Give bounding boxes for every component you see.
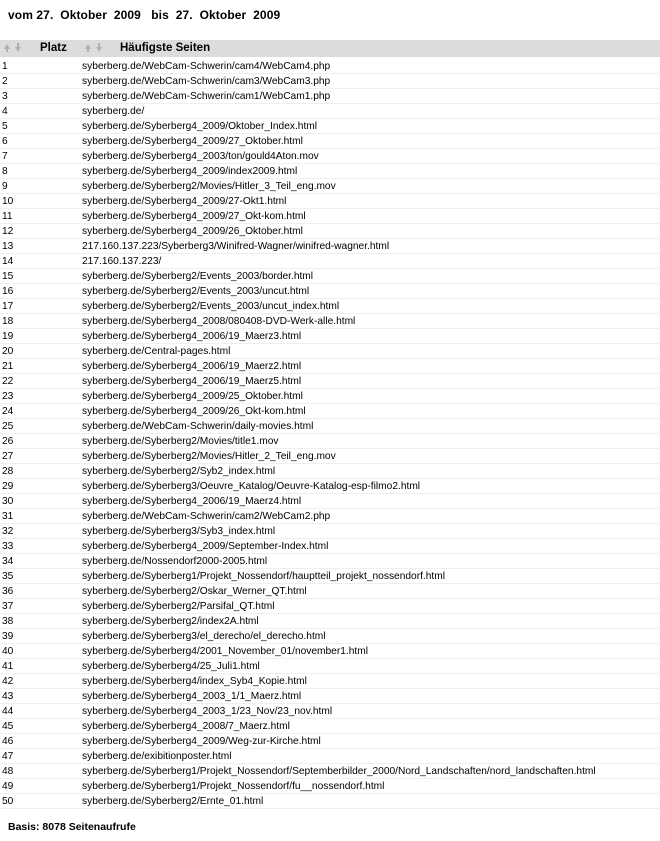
rank-cell: 8 (2, 166, 8, 177)
rank-cell: 48 (2, 766, 14, 777)
table-row (0, 299, 660, 314)
page-url-cell: syberberg.de/Syberberg4_2009/September-Index.html (82, 541, 329, 552)
page-url-cell: syberberg.de/Syberberg2/Ernte_01.html (82, 796, 264, 807)
page-url-cell: syberberg.de/Syberberg1/Projekt_Nossendorf/hauptteil_projekt_nossendorf.html (82, 571, 445, 582)
rank-cell: 44 (2, 706, 14, 717)
rank-cell: 43 (2, 691, 14, 702)
column-header-pages: Häufigste Seiten (120, 42, 211, 54)
table-row (0, 134, 660, 149)
page-url-cell: syberberg.de/Syberberg4_2003_1/1_Maerz.html (82, 691, 302, 702)
page-url-cell: syberberg.de/Central-pages.html (82, 346, 231, 357)
page-url-cell: syberberg.de/Syberberg4_2006/19_Maerz4.html (82, 496, 302, 507)
platz-sort-controls (2, 42, 23, 53)
rank-cell: 6 (2, 136, 8, 147)
table-row (0, 239, 660, 254)
rank-cell: 24 (2, 406, 14, 417)
table-row (0, 329, 660, 344)
sort-descending-icon[interactable] (94, 42, 104, 53)
rank-cell: 18 (2, 316, 14, 327)
rank-cell: 46 (2, 736, 14, 747)
page-url-cell: syberberg.de/Syberberg2/Movies/Hitler_3_Teil_eng.mov (82, 181, 336, 192)
page-url-cell: syberberg.de/Syberberg2/Movies/title1.mov (82, 436, 279, 447)
rank-cell: 40 (2, 646, 14, 657)
rank-cell: 5 (2, 121, 8, 132)
page-url-cell: 217.160.137.223/ (82, 256, 162, 267)
rank-cell: 2 (2, 76, 8, 87)
table-row (0, 89, 660, 104)
rank-cell: 34 (2, 556, 14, 567)
table-row (0, 584, 660, 599)
rank-cell: 39 (2, 631, 14, 642)
rank-cell: 30 (2, 496, 14, 507)
table-row (0, 554, 660, 569)
page-url-cell: syberberg.de/WebCam-Schwerin/cam4/WebCam4.php (82, 61, 331, 72)
table-row (0, 659, 660, 674)
table-row (0, 374, 660, 389)
page-url-cell: syberberg.de/Syberberg4/2001_November_01/november1.html (82, 646, 368, 657)
rank-cell: 23 (2, 391, 14, 402)
rank-cell: 19 (2, 331, 14, 342)
page-url-cell: syberberg.de/WebCam-Schwerin/cam2/WebCam2.php (82, 511, 331, 522)
page-url-cell: syberberg.de/Syberberg4_2006/19_Maerz3.html (82, 331, 302, 342)
page-url-cell: syberberg.de/Syberberg2/Events_2003/uncut_index.html (82, 301, 340, 312)
table-row (0, 524, 660, 539)
rank-cell: 47 (2, 751, 14, 762)
sort-ascending-icon[interactable] (2, 42, 12, 53)
rank-cell: 28 (2, 466, 14, 477)
page-url-cell: syberberg.de/WebCam-Schwerin/cam3/WebCam3.php (82, 76, 331, 87)
page-url-cell: syberberg.de/Syberberg4_2009/27_Oktober.html (82, 136, 303, 147)
rank-cell: 49 (2, 781, 14, 792)
page-url-cell: syberberg.de/Syberberg4_2003_1/23_Nov/23_nov.html (82, 706, 333, 717)
page-url-cell: syberberg.de/Syberberg2/Syb2_index.html (82, 466, 276, 477)
rank-cell: 7 (2, 151, 8, 162)
page-url-cell: syberberg.de/Syberberg4/index_Syb4_Kopie.html (82, 676, 307, 687)
table-row (0, 224, 660, 239)
rank-cell: 16 (2, 286, 14, 297)
page-url-cell: syberberg.de/Syberberg4_2009/index2009.html (82, 166, 298, 177)
rank-cell: 33 (2, 541, 14, 552)
rank-cell: 41 (2, 661, 14, 672)
page-url-cell: syberberg.de/Syberberg4/25_Juli1.html (82, 661, 260, 672)
table-row (0, 434, 660, 449)
rank-cell: 12 (2, 226, 14, 237)
table-row (0, 149, 660, 164)
page-url-cell: syberberg.de/Syberberg2/Oskar_Werner_QT.html (82, 586, 307, 597)
top-pages-table (0, 40, 660, 809)
rank-cell: 10 (2, 196, 14, 207)
table-row (0, 674, 660, 689)
table-row (0, 269, 660, 284)
table-row (0, 194, 660, 209)
table-row (0, 164, 660, 179)
rank-cell: 21 (2, 361, 14, 372)
rank-cell: 32 (2, 526, 14, 537)
table-row (0, 569, 660, 584)
table-row (0, 74, 660, 89)
page-url-cell: syberberg.de/Nossendorf2000-2005.html (82, 556, 268, 567)
page-url-cell: syberberg.de/Syberberg4_2009/26_Oktober.html (82, 226, 303, 237)
page-url-cell: syberberg.de/Syberberg4_2009/Oktober_Index.html (82, 121, 318, 132)
table-row (0, 644, 660, 659)
rank-cell: 35 (2, 571, 14, 582)
table-row (0, 179, 660, 194)
table-row (0, 449, 660, 464)
table-row (0, 749, 660, 764)
table-row (0, 359, 660, 374)
sort-ascending-icon[interactable] (83, 42, 93, 53)
rank-cell: 3 (2, 91, 8, 102)
page-url-cell: syberberg.de/Syberberg4_2009/27-Okt1.html (82, 196, 287, 207)
rank-cell: 1 (2, 61, 8, 72)
page-url-cell: syberberg.de/WebCam-Schwerin/daily-movies.html (82, 421, 314, 432)
rank-cell: 29 (2, 481, 14, 492)
table-row (0, 794, 660, 809)
rank-cell: 31 (2, 511, 14, 522)
table-row (0, 209, 660, 224)
page-url-cell: syberberg.de/ (82, 106, 145, 117)
table-body (0, 59, 660, 809)
table-header (0, 40, 660, 57)
rank-cell: 14 (2, 256, 14, 267)
rank-cell: 25 (2, 421, 14, 432)
page-url-cell: syberberg.de/Syberberg2/Events_2003/border.html (82, 271, 314, 282)
table-row (0, 314, 660, 329)
table-row (0, 719, 660, 734)
table-row (0, 464, 660, 479)
page-url-cell: syberberg.de/Syberberg2/Parsifal_QT.html (82, 601, 275, 612)
page-url-cell: syberberg.de/Syberberg1/Projekt_Nossendorf/Septemberbilder_2000/Nord_Landschaften/nord_landschaften.html (82, 766, 596, 777)
table-row (0, 614, 660, 629)
table-row (0, 689, 660, 704)
rank-cell: 9 (2, 181, 8, 192)
rank-cell: 45 (2, 721, 14, 732)
page-url-cell: syberberg.de/Syberberg4_2008/7_Maerz.html (82, 721, 290, 732)
table-row (0, 479, 660, 494)
page-url-cell: syberberg.de/Syberberg3/el_derecho/el_derecho.html (82, 631, 326, 642)
table-row (0, 59, 660, 74)
rank-cell: 20 (2, 346, 14, 357)
report-date-range: vom 27. Oktober 2009 bis 27. Oktober 2009 (8, 8, 281, 22)
rank-cell: 4 (2, 106, 8, 117)
rank-cell: 17 (2, 301, 14, 312)
rank-cell: 38 (2, 616, 14, 627)
column-header-platz: Platz (40, 42, 67, 54)
page-url-cell: syberberg.de/Syberberg4_2008/080408-DVD-Werk-alle.html (82, 316, 356, 327)
table-row (0, 389, 660, 404)
rank-cell: 27 (2, 451, 14, 462)
page-url-cell: syberberg.de/Syberberg4_2009/26_Okt-kom.html (82, 406, 306, 417)
page-url-cell: syberberg.de/Syberberg1/Projekt_Nossendorf/fu__nossendorf.html (82, 781, 385, 792)
table-row (0, 509, 660, 524)
table-row (0, 734, 660, 749)
table-row (0, 254, 660, 269)
rank-cell: 36 (2, 586, 14, 597)
rank-cell: 22 (2, 376, 14, 387)
page-url-cell: syberberg.de/WebCam-Schwerin/cam1/WebCam1.php (82, 91, 331, 102)
table-row (0, 764, 660, 779)
page-url-cell: syberberg.de/Syberberg4_2009/25_Oktober.html (82, 391, 303, 402)
basis-total: Basis: 8078 Seitenaufrufe (8, 821, 136, 833)
page-url-cell: syberberg.de/Syberberg4_2006/19_Maerz5.html (82, 376, 302, 387)
table-row (0, 629, 660, 644)
table-row (0, 119, 660, 134)
page-url-cell: syberberg.de/Syberberg4_2009/Weg-zur-Kirche.html (82, 736, 321, 747)
rank-cell: 15 (2, 271, 14, 282)
table-row (0, 404, 660, 419)
seiten-sort-controls (83, 42, 104, 53)
table-row (0, 104, 660, 119)
table-row (0, 284, 660, 299)
rank-cell: 26 (2, 436, 14, 447)
rank-cell: 11 (2, 211, 13, 222)
sort-descending-icon[interactable] (13, 42, 23, 53)
table-row (0, 779, 660, 794)
page-url-cell: syberberg.de/Syberberg4_2009/27_Okt-kom.html (82, 211, 306, 222)
table-row (0, 344, 660, 359)
page-url-cell: syberberg.de/Syberberg2/index2A.html (82, 616, 259, 627)
rank-cell: 37 (2, 601, 14, 612)
table-row (0, 494, 660, 509)
page-url-cell: syberberg.de/Syberberg3/Syb3_index.html (82, 526, 276, 537)
table-row (0, 419, 660, 434)
page-url-cell: syberberg.de/Syberberg2/Events_2003/uncut.html (82, 286, 310, 297)
page-url-cell: syberberg.de/exibitionposter.html (82, 751, 232, 762)
page-url-cell: syberberg.de/Syberberg3/Oeuvre_Katalog/Oeuvre-Katalog-esp-filmo2.html (82, 481, 421, 492)
page-url-cell: 217.160.137.223/Syberberg3/Winifred-Wagner/winifred-wagner.html (82, 241, 390, 252)
page-url-cell: syberberg.de/Syberberg4_2003/ton/gould4Aton.mov (82, 151, 319, 162)
table-row (0, 704, 660, 719)
rank-cell: 13 (2, 241, 14, 252)
table-row (0, 539, 660, 554)
page-url-cell: syberberg.de/Syberberg2/Movies/Hitler_2_Teil_eng.mov (82, 451, 336, 462)
rank-cell: 50 (2, 796, 14, 807)
table-row (0, 599, 660, 614)
page-url-cell: syberberg.de/Syberberg4_2006/19_Maerz2.html (82, 361, 302, 372)
rank-cell: 42 (2, 676, 14, 687)
